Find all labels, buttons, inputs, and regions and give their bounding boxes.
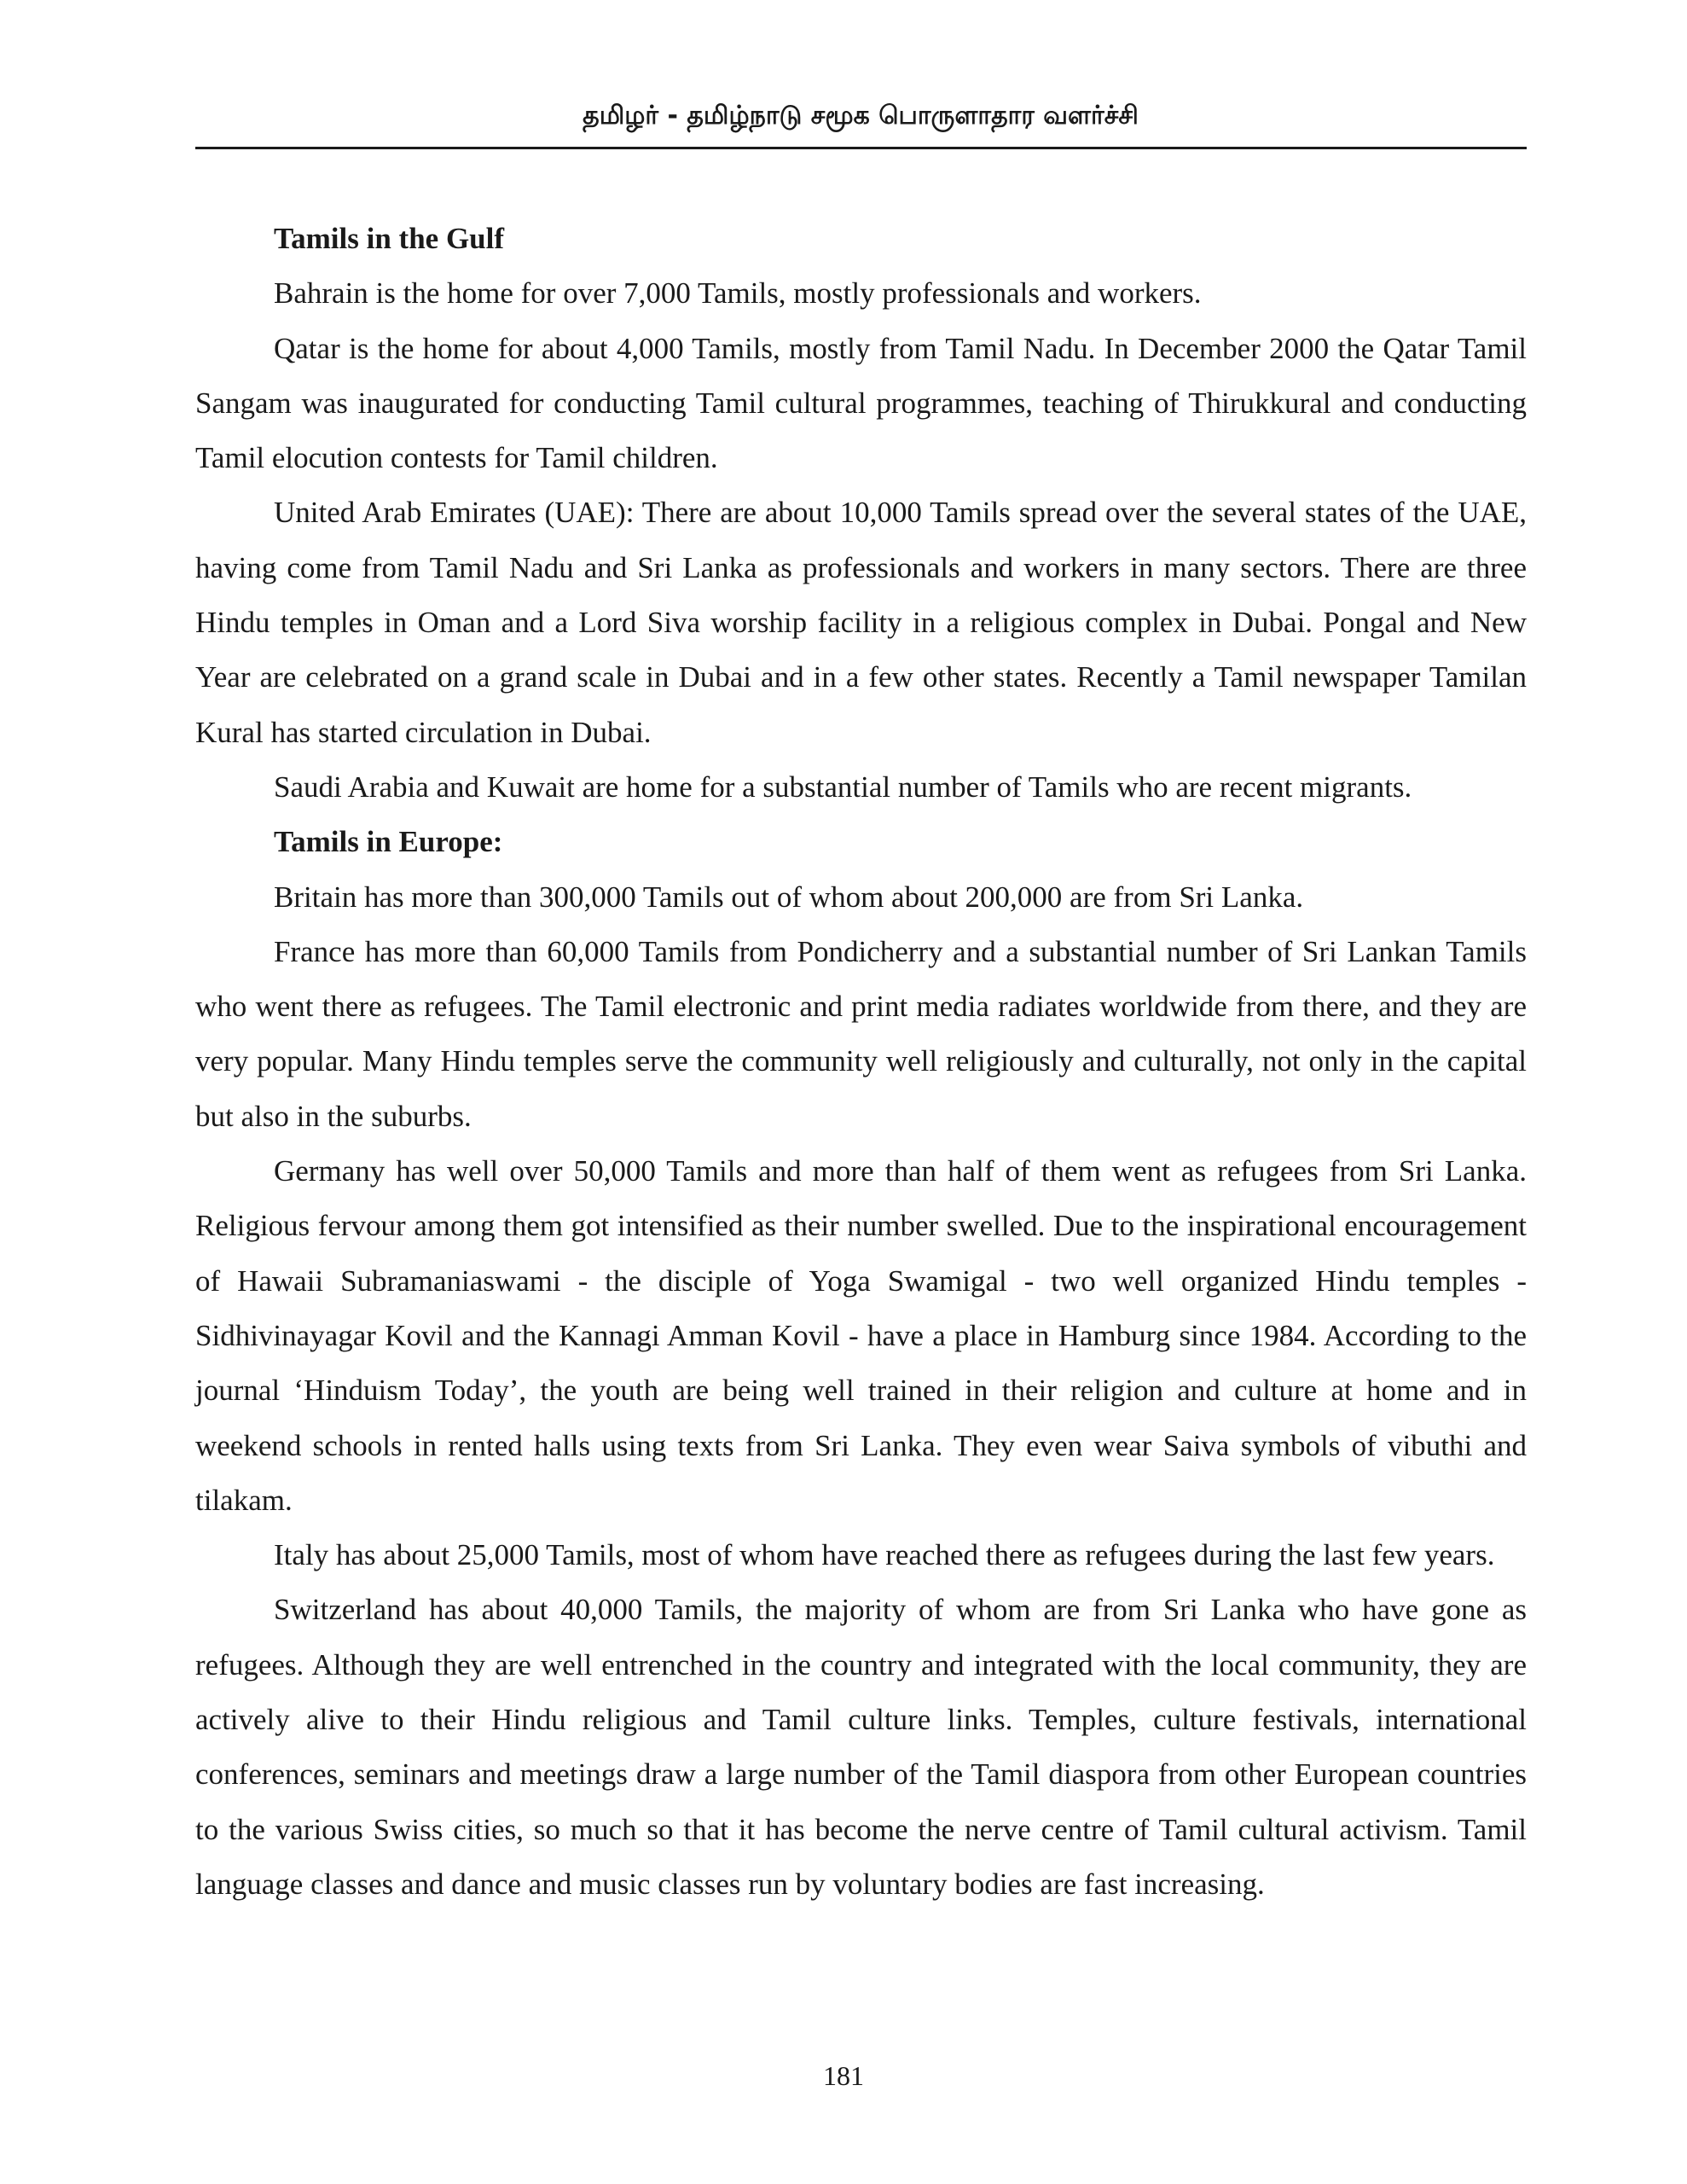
page-body — [195, 212, 1527, 1912]
paragraph-germany: Germany has well over 50,000 Tamils and more than half of them went as refugees from Sri Lanka. Religious fervour among them got intensified as their number swelled. Due to the inspirational encouragement of Hawaii Subramaniaswami - the disciple of Yoga Swamigal - two well organized Hindu temples - Sidhivinayagar Kovil and the Kannagi Amman Kovil - have a place in Hamburg since 1984. According to the journal ‘Hinduism Today’, the youth are being well trained in their religion and culture at home and in weekend schools in rented halls using texts from Sri Lanka. They even wear Saiva symbols of vibuthi and tilakam. — [195, 1154, 1527, 1517]
paragraph-france: France has more than 60,000 Tamils from Pondicherry and a substantial number of Sri Lankan Tamils who went there as refugees. The Tamil electronic and print media radiates worldwide from there, and they are very popular. Many Hindu temples serve the community well religiously and culturally, not only in the capital but also in the suburbs. — [195, 934, 1527, 1133]
paragraph-switzerland: Switzerland has about 40,000 Tamils, the majority of whom are from Sri Lanka who have gone as refugees. Although they are well entrenched in the country and integrated with the local community, they are actively alive to their Hindu religious and Tamil culture links. Temples, culture festivals, international conferences, seminars and meetings draw a large number of the Tamil diaspora from other European countries to the various Swiss cities, so much so that it has become the nerve centre of Tamil cultural activism. Tamil language classes and dance and music classes run by voluntary bodies are fast increasing. — [195, 1593, 1527, 1901]
section-heading-europe: Tamils in Europe: — [274, 825, 503, 859]
paragraph-bahrain: Bahrain is the home for over 7,000 Tamils, mostly professionals and workers. — [274, 276, 1202, 311]
page-number: 181 — [823, 2060, 864, 2091]
section-heading-gulf: Tamils in the Gulf — [274, 222, 505, 255]
header-divider — [195, 147, 1527, 149]
paragraph-britain: Britain has more than 300,000 Tamils out of whom about 200,000 are from Sri Lanka. — [274, 880, 1304, 914]
paragraph-uae: United Arab Emirates (UAE): There are about 10,000 Tamils spread over the several states of the UAE, having come from Tamil Nadu and Sri Lanka as professionals and workers in many sectors. There are three Hindu temples in Oman and a Lord Siva worship facility in a religious complex in Dubai. Pongal and New Year are celebrated on a grand scale in Dubai and in a few other states. Recently a Tamil newspaper Tamilan Kural has started circulation in Dubai. — [195, 496, 1527, 749]
paragraph-saudi-kuwait: Saudi Arabia and Kuwait are home for a substantial number of Tamils who are recent migrants. — [274, 770, 1412, 804]
paragraph-qatar: Qatar is the home for about 4,000 Tamils, mostly from Tamil Nadu. In December 2000 the Qatar Tamil Sangam was inaugurated for conducting Tamil cultural programmes, teaching of Thirukkural and conducting Tamil elocution contests for Tamil children. — [195, 331, 1527, 475]
paragraph-italy: Italy has about 25,000 Tamils, most of whom have reached there as refugees during the last few years. — [274, 1538, 1495, 1572]
running-title: தமிழர் - தமிழ்நாடு சமூக பொருளாதார வளர்ச்சி — [583, 101, 1139, 131]
